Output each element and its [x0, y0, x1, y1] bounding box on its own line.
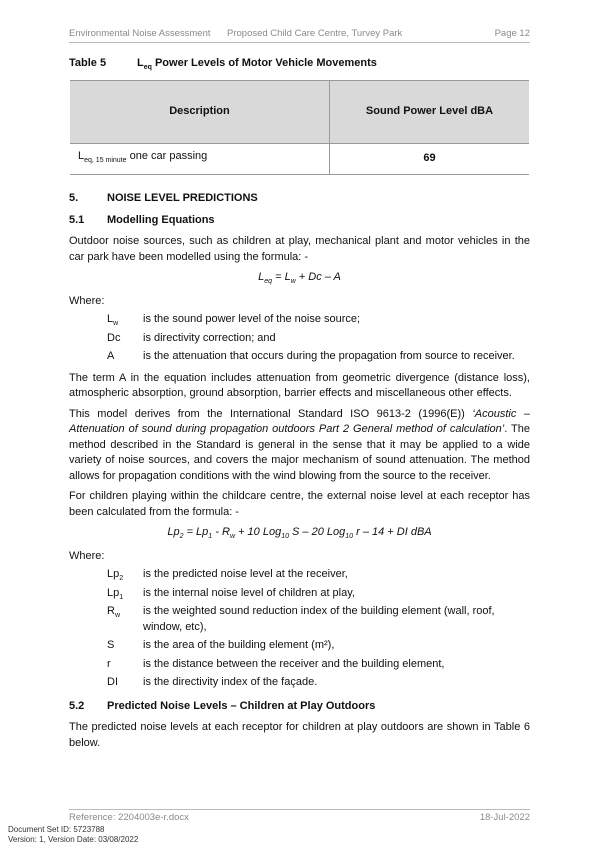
definition-item: S is the area of the building element (m²),: [107, 639, 335, 652]
paragraph-iso-standard: This model derives from the International Standard ISO 9613-2 (1996(E)) ‘Acoustic – Attenuation of sound during propagation outdoors Part 2 General method of calculation’. The method described in the Standard is general in the sense that it may be applied to a wide variety of noise sources, and covers the major mechanism of sound attenuation. The method allows for propagation conditions with the wind blowing from the source to the receiver.: [69, 407, 530, 482]
table-label: Table 5: [69, 57, 107, 69]
definition-item: $R_w$ is the weighted sound reduction index of the building element (wall, roof, window, etc),: [107, 605, 495, 633]
document-set-id: Document Set ID: 5723788: [8, 825, 105, 834]
formula-lp2: $Lp_2 = Lp_1 - R_w + 10$ Log$_{10}$ S – 20 Log$_{10}$ r – 14 + DI dBA: [167, 526, 432, 541]
section-5-1-heading: 5.1 Modelling Equations: [69, 213, 215, 226]
column-header-sound-power: Sound Power Level dBA: [330, 81, 530, 144]
definition-item: $Lp_2$ is the predicted noise level at the receiver,: [107, 568, 348, 583]
power-level-table: [70, 80, 529, 175]
definition-item: A is the attenuation that occurs during the propagation from source to receiver.: [107, 350, 515, 363]
definition-item: r is the distance between the receiver and the building element,: [107, 657, 445, 670]
row-value: 69: [330, 144, 530, 175]
column-header-description: Description: [70, 81, 330, 144]
definitions-list-1: [107, 312, 530, 365]
table-row: [70, 144, 529, 175]
where-label-2: Where:: [69, 549, 105, 562]
table-caption: [69, 56, 530, 72]
header-divider: [69, 42, 530, 43]
header-project: Proposed Child Care Centre, Turvey Park: [227, 28, 403, 39]
footer-date: 18-Jul-2022: [479, 812, 530, 823]
paragraph-predicted-levels: The predicted noise levels at each receptor for children at play outdoors are shown in Table 6 below.: [69, 721, 530, 749]
table-header-row: [70, 81, 529, 144]
definition-item: DI is the directivity index of the façade.: [107, 676, 318, 689]
table-title: $L_{eq}$ Power Levels of Motor Vehicle Movements: [137, 57, 377, 72]
page-header: [69, 28, 530, 42]
footer-divider: [69, 809, 530, 810]
definitions-list-2: [107, 567, 530, 691]
section-5-heading: 5. NOISE LEVEL PREDICTIONS: [69, 192, 258, 204]
row-description: $L_{eq, 15 minute}$ one car passing: [70, 144, 330, 175]
header-page-number: Page 12: [494, 28, 530, 39]
header-doc-title: Environmental Noise Assessment: [69, 28, 211, 39]
paragraph-attenuation: The term A in the equation includes attenuation from geometric divergence (distance loss), atmospheric absorption, ground absorption, barrier effects and miscellaneous other effects.: [69, 371, 530, 400]
page-body: [69, 56, 530, 756]
document-stamp: [8, 825, 138, 845]
definition-item: Dc is directivity correction; and: [107, 331, 276, 344]
where-label-1: Where:: [69, 294, 105, 307]
definition-item: $Lp_1$ is the internal noise level of children at play,: [107, 586, 355, 602]
paragraph-children-playing: For children playing within the childcare centre, the external noise level at each receptor has been calculated from the formula: -: [69, 490, 530, 518]
definition-item: $L_w$ is the sound power level of the noise source;: [107, 313, 361, 328]
document-version: Version: 1, Version Date: 03/08/2022: [8, 835, 139, 844]
section-5-2-heading: 5.2 Predicted Noise Levels – Children at Play Outdoors: [69, 699, 376, 712]
paragraph-modelling-intro: Outdoor noise sources, such as children at play, mechanical plant and motor vehicles in the car park have been modelled using the formula: -: [69, 235, 530, 263]
formula-leq: $L_{eq} = L_w + Dc - A$: [258, 271, 341, 286]
footer-reference: Reference: 2204003e-r.docx: [69, 812, 189, 823]
